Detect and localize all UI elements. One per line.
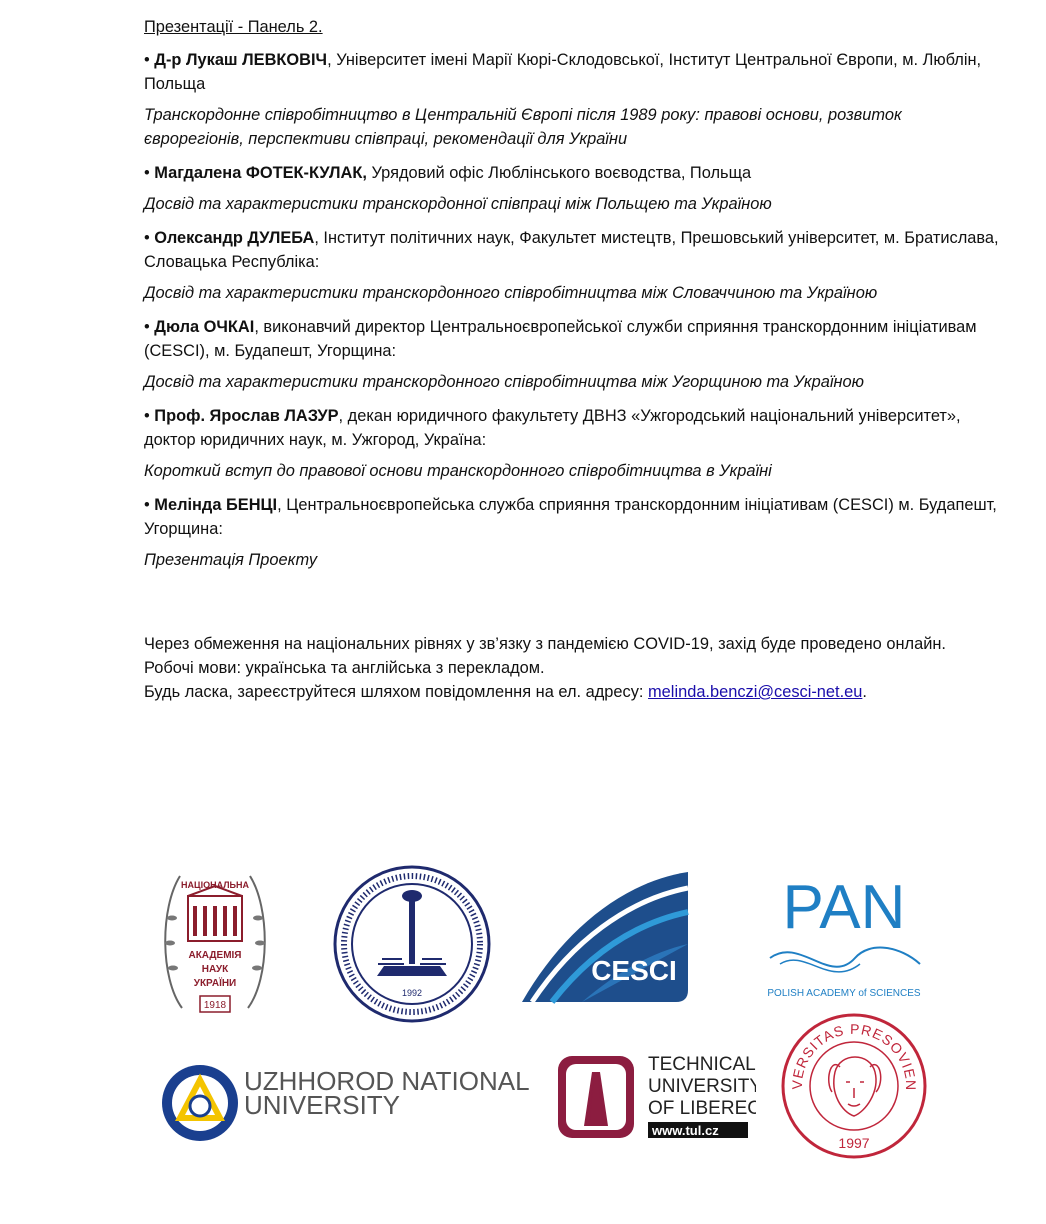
speaker-topic: Досвід та характеристики транскордонної співпраці між Польщею та Україною [144,195,772,213]
uzhnu-logo [160,1062,530,1149]
speaker-affiliation: , Центральноєвропейська служба сприяння транскордонним ініціативам (CESCI) м. Будапешт, Угорщина: [144,496,997,538]
speaker-name: Д-р Лукаш ЛЕВКОВІЧ [154,51,328,69]
presov-year: 1997 [838,1135,870,1151]
speaker-entry [144,404,1004,452]
nanu-line4: УКРАЇНИ [193,978,237,989]
tul-line1: TECHNICAL [648,1054,756,1075]
bullet: • [144,407,155,425]
uzhnu-line2: UNIVERSITY [244,1090,401,1120]
registration-prefix: Будь ласка, зареєструйтеся шляхом повідомлення на ел. адресу: [144,683,649,701]
speaker-affiliation: , Університет імені Марії Кюрі-Склодовської, Інститут Центральної Європи, м. Люблін, Польща [144,51,982,93]
bullet: • [144,229,155,247]
presov-ring-text: VERSITAS PRESOVIEN [788,1020,920,1092]
speaker-name: Олександр ДУЛЕБА [154,229,315,247]
speaker-topic: Досвід та характеристики транскордонного співробітництва між Словаччиною та Україною [144,284,878,302]
cesci-text: CESCI [591,955,677,986]
bullet: • [144,318,155,336]
pan-subtitle: POLISH ACADEMY of SCIENCES [767,988,921,999]
bullet: • [144,496,155,514]
speaker-list [144,48,1004,572]
presov-university-logo [780,1012,928,1165]
speaker-name: Магдалена ФОТЕК-КУЛАК, [154,164,367,182]
speaker-entry [144,226,1004,274]
speaker-topic: Презентація Проекту [144,551,318,569]
speaker-entry [144,493,1004,541]
nanu-year: 1918 [203,1000,227,1011]
covid-notice: Через обмеження на національних рівнях у зв’язку з пандемією COVID-19, захід буде проведено онлайн. [144,635,946,653]
speaker-topic: Транскордонне співробітництво в Центральній Європі після 1989 року: правові основи, розвиток єврорегіонів, перспективи співпраці, рекомендації для України [144,106,902,148]
speaker-affiliation: Урядовий офіс Люблінського воєводства, Польща [366,164,752,182]
tul-url: www.tul.cz [652,1123,719,1138]
speaker-name: Проф. Ярослав ЛАЗУР [154,407,339,425]
document-body [144,16,1004,704]
registration-notice [144,680,1004,704]
speaker-topic: Досвід та характеристики транскордонного співробітництва між Угорщиною та Україною [144,373,864,391]
bullet: • [144,51,155,69]
email-link[interactable]: melinda.benczi@cesci-net.eu [648,683,863,701]
speaker-affiliation: , декан юридичного факультету ДВНЗ «Ужгородський національний університет», доктор юридичних наук, м. Ужгород, Україна: [144,407,961,449]
koretsky-year: 1992 [401,988,423,998]
speaker-entry [144,48,1004,96]
pan-logo [760,866,928,1007]
panel-heading: Презентації - Панель 2. [144,18,323,36]
tul-logo [556,1052,756,1147]
tul-line3: OF LIBEREC [648,1098,756,1119]
nanu-line2: АКАДЕМІЯ [188,950,242,961]
speaker-name: Дюла ОЧКАІ [154,318,255,336]
speaker-entry [144,315,1004,363]
cesci-logo [522,872,692,1009]
uzhnu-line1: UZHHOROD NATIONAL [244,1066,530,1096]
tul-line2: UNIVERSITY [648,1076,756,1097]
speaker-name: Мелінда БЕНЦІ [154,496,278,514]
bullet: • [144,164,155,182]
speaker-affiliation: , Інститут політичних наук, Факультет мистецтв, Прешовський університет, м. Братислава, Словацька Республіка: [144,229,999,271]
pan-text: PAN [782,873,906,942]
speaker-entry [144,161,1004,185]
speaker-topic: Короткий вступ до правової основи транскордонного співробітництва в Україні [144,462,772,480]
registration-suffix: . [862,683,867,701]
languages-notice: Робочі мови: українська та англійська з перекладом. [144,659,545,677]
nanu-logo [160,858,270,1025]
nanu-line1: НАЦІОНАЛЬНА [181,880,249,890]
speaker-affiliation: , виконавчий директор Центральноєвропейської служби сприяння транскордонним ініціативам (CESCI), м. Будапешт, Угорщина: [144,318,977,360]
koretsky-institute-logo [332,864,492,1029]
spacer [144,582,1004,632]
nanu-line3: НАУК [201,964,229,975]
